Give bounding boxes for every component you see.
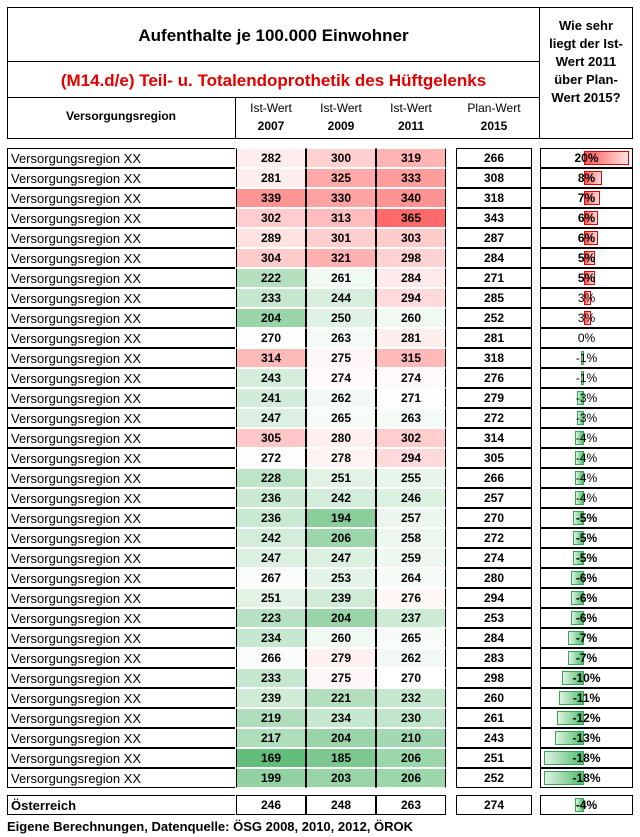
- region-label: Versorgungsregion XX: [7, 608, 235, 628]
- value-v2009: 203: [306, 768, 376, 788]
- region-label: Versorgungsregion XX: [7, 648, 235, 668]
- deviation-cell: [540, 528, 633, 548]
- value-plan: 261: [456, 708, 532, 728]
- deviation-value: -4%: [575, 491, 598, 505]
- deviation-cell: [540, 208, 633, 228]
- deviation-cell: [540, 328, 633, 348]
- value-plan: 284: [456, 628, 532, 648]
- value-plan: 274: [456, 795, 532, 815]
- region-label: Versorgungsregion XX: [7, 508, 235, 528]
- deviation-value: 6%: [577, 231, 596, 245]
- value-v2007: 236: [236, 488, 306, 508]
- deviation-value: -5%: [575, 551, 598, 565]
- value-v2011: 257: [376, 508, 446, 528]
- deviation-cell: [540, 408, 633, 428]
- table-row: [7, 428, 633, 448]
- region-label: Versorgungsregion XX: [7, 768, 235, 788]
- region-label: Versorgungsregion XX: [7, 668, 235, 688]
- value-v2007: 239: [236, 688, 306, 708]
- deviation-value: 3%: [577, 291, 596, 305]
- deviation-cell: [540, 708, 633, 728]
- value-v2007: 247: [236, 408, 306, 428]
- region-label: Versorgungsregion XX: [7, 388, 235, 408]
- table-row: [7, 308, 633, 328]
- deviation-cell: [540, 548, 633, 568]
- region-label: Versorgungsregion XX: [7, 628, 235, 648]
- deviation-value: -7%: [575, 651, 598, 665]
- source-note: Eigene Berechnungen, Datenquelle: ÖSG 2008, 2010, 2012, ÖROK: [7, 819, 414, 834]
- value-v2011: 284: [376, 268, 446, 288]
- value-plan: 266: [456, 148, 532, 168]
- total-deviation-cell: [540, 795, 633, 815]
- table-row: [7, 468, 633, 488]
- value-plan: 281: [456, 328, 532, 348]
- value-v2007: 270: [236, 328, 306, 348]
- region-column-header: Versorgungsregion: [65, 109, 177, 123]
- value-v2007: 228: [236, 468, 306, 488]
- table-row: [7, 448, 633, 468]
- col-header-plan-top: Plan-Wert: [467, 101, 521, 115]
- value-v2009: 221: [306, 688, 376, 708]
- value-v2011: 259: [376, 548, 446, 568]
- value-plan: 276: [456, 368, 532, 388]
- value-plan: 253: [456, 608, 532, 628]
- deviation-value: 5%: [577, 251, 596, 265]
- value-v2007: 236: [236, 508, 306, 528]
- value-plan: 252: [456, 768, 532, 788]
- deviation-cell: [540, 288, 633, 308]
- value-plan: 284: [456, 248, 532, 268]
- region-label: Versorgungsregion XX: [7, 548, 235, 568]
- col-header-2011: [376, 99, 446, 135]
- deviation-value: 8%: [577, 171, 596, 185]
- value-v2009: 251: [306, 468, 376, 488]
- question-line-4: über Plan-: [554, 72, 618, 87]
- value-v2007: 266: [236, 648, 306, 668]
- value-v2011: 210: [376, 728, 446, 748]
- value-v2011: 260: [376, 308, 446, 328]
- table-row: [7, 328, 633, 348]
- value-plan: 305: [456, 448, 532, 468]
- value-plan: 279: [456, 388, 532, 408]
- table-row: [7, 288, 633, 308]
- value-v2007: 247: [236, 548, 306, 568]
- region-label: Versorgungsregion XX: [7, 448, 235, 468]
- value-v2011: 255: [376, 468, 446, 488]
- value-v2007: 302: [236, 208, 306, 228]
- deviation-cell: [540, 728, 633, 748]
- value-v2009: 247: [306, 548, 376, 568]
- value-plan: 251: [456, 748, 532, 768]
- table-row: [7, 528, 633, 548]
- value-plan: 314: [456, 428, 532, 448]
- value-v2011: 230: [376, 708, 446, 728]
- deviation-cell: [540, 148, 633, 168]
- col-header-2007-top: Ist-Wert: [250, 101, 292, 115]
- value-v2007: 234: [236, 628, 306, 648]
- table-row: [7, 768, 633, 788]
- value-v2009: 253: [306, 568, 376, 588]
- deviation-cell: [540, 628, 633, 648]
- value-plan: 298: [456, 668, 532, 688]
- deviation-value: -6%: [575, 591, 598, 605]
- deviation-cell: [540, 188, 633, 208]
- value-v2009: 279: [306, 648, 376, 668]
- table-row: [7, 508, 633, 528]
- col-header-plan-2015: [456, 99, 532, 135]
- value-v2011: 298: [376, 248, 446, 268]
- value-plan: 260: [456, 688, 532, 708]
- table-row: [7, 608, 633, 628]
- value-v2011: 315: [376, 348, 446, 368]
- region-label: Versorgungsregion XX: [7, 708, 235, 728]
- value-v2007: 314: [236, 348, 306, 368]
- deviation-cell: [540, 748, 633, 768]
- value-plan: 252: [456, 308, 532, 328]
- table-row: [7, 148, 633, 168]
- total-row-content: [7, 795, 633, 815]
- value-v2007: 305: [236, 428, 306, 448]
- value-v2009: 244: [306, 288, 376, 308]
- deviation-value: 7%: [577, 191, 596, 205]
- value-v2009: 261: [306, 268, 376, 288]
- col-header-2007-year: 2007: [257, 119, 285, 133]
- deviation-value: -5%: [575, 531, 598, 545]
- header-subtitle-box: [7, 61, 540, 98]
- value-plan: 294: [456, 588, 532, 608]
- table-row: [7, 168, 633, 188]
- value-v2011: 281: [376, 328, 446, 348]
- value-v2007: 272: [236, 448, 306, 468]
- region-label: Versorgungsregion XX: [7, 748, 235, 768]
- value-v2007: 217: [236, 728, 306, 748]
- value-v2007: 219: [236, 708, 306, 728]
- table-row: [7, 388, 633, 408]
- value-v2011: 206: [376, 748, 446, 768]
- value-v2007: 267: [236, 568, 306, 588]
- deviation-cell: [540, 168, 633, 188]
- region-label: Versorgungsregion XX: [7, 188, 235, 208]
- value-v2011: 294: [376, 448, 446, 468]
- deviation-cell: [540, 388, 633, 408]
- deviation-value: -3%: [575, 391, 598, 405]
- question-header: [540, 8, 632, 107]
- value-v2007: 223: [236, 608, 306, 628]
- value-plan: 280: [456, 568, 532, 588]
- value-v2007: 282: [236, 148, 306, 168]
- value-plan: 272: [456, 408, 532, 428]
- page-subtitle: (M14.d/e) Teil- u. Totalendoprothetik des Hüftgelenks: [60, 71, 487, 90]
- col-header-2007: [236, 99, 306, 135]
- value-plan: 283: [456, 648, 532, 668]
- table-row: [7, 248, 633, 268]
- value-plan: 271: [456, 268, 532, 288]
- table-row: [7, 728, 633, 748]
- value-v2007: 241: [236, 388, 306, 408]
- header-title-box: [7, 7, 540, 62]
- deviation-cell: [540, 248, 633, 268]
- region-label: Versorgungsregion XX: [7, 688, 235, 708]
- deviation-value: -13%: [572, 731, 601, 745]
- deviation-value: -1%: [575, 351, 598, 365]
- value-plan: 243: [456, 728, 532, 748]
- col-header-2009-year: 2009: [327, 119, 355, 133]
- page-title: Aufenthalte je 100.000 Einwohner: [138, 26, 409, 45]
- value-v2011: 206: [376, 768, 446, 788]
- value-v2009: 321: [306, 248, 376, 268]
- table-row: [7, 348, 633, 368]
- value-v2009: 239: [306, 588, 376, 608]
- table-row: [7, 268, 633, 288]
- deviation-value: -4%: [575, 471, 598, 485]
- value-v2011: 365: [376, 208, 446, 228]
- value-v2007: 199: [236, 768, 306, 788]
- value-v2009: 275: [306, 668, 376, 688]
- value-v2009: 330: [306, 188, 376, 208]
- deviation-cell: [540, 368, 633, 388]
- value-v2009: 206: [306, 528, 376, 548]
- deviation-cell: [540, 228, 633, 248]
- value-plan: 270: [456, 508, 532, 528]
- region-label: Versorgungsregion XX: [7, 168, 235, 188]
- value-v2011: 340: [376, 188, 446, 208]
- region-label: Versorgungsregion XX: [7, 348, 235, 368]
- value-v2009: 301: [306, 228, 376, 248]
- region-label: Versorgungsregion XX: [7, 428, 235, 448]
- deviation-cell: [540, 348, 633, 368]
- deviation-cell: [540, 488, 633, 508]
- region-label: Versorgungsregion XX: [7, 208, 235, 228]
- value-v2009: 260: [306, 628, 376, 648]
- deviation-cell: [540, 468, 633, 488]
- value-v2011: 274: [376, 368, 446, 388]
- question-line-5: Wert 2015?: [551, 90, 621, 105]
- deviation-value: 6%: [577, 211, 596, 225]
- value-v2007: 251: [236, 588, 306, 608]
- deviation-cell: [540, 308, 633, 328]
- value-v2009: 204: [306, 728, 376, 748]
- table-row: [7, 228, 633, 248]
- value-plan: 274: [456, 548, 532, 568]
- value-v2007: 233: [236, 668, 306, 688]
- table-row: [7, 708, 633, 728]
- value-v2011: 294: [376, 288, 446, 308]
- col-header-2011-top: Ist-Wert: [390, 101, 432, 115]
- value-v2011: 303: [376, 228, 446, 248]
- value-v2007: 339: [236, 188, 306, 208]
- table-row: [7, 548, 633, 568]
- value-v2011: 271: [376, 388, 446, 408]
- table-row: [7, 648, 633, 668]
- deviation-value: -12%: [572, 711, 601, 725]
- region-label: Versorgungsregion XX: [7, 528, 235, 548]
- deviation-value: -7%: [575, 631, 598, 645]
- deviation-value: 3%: [577, 311, 596, 325]
- value-v2007: 281: [236, 168, 306, 188]
- question-line-1: Wie sehr: [558, 18, 614, 33]
- deviation-value: -18%: [572, 751, 601, 765]
- value-v2011: 258: [376, 528, 446, 548]
- value-v2009: 250: [306, 308, 376, 328]
- table-row: [7, 588, 633, 608]
- deviation-value: -4%: [575, 431, 598, 445]
- col-header-2011-year: 2011: [397, 119, 425, 133]
- table-row: [7, 488, 633, 508]
- value-v2009: 242: [306, 488, 376, 508]
- deviation-cell: [540, 668, 633, 688]
- region-label: Versorgungsregion XX: [7, 248, 235, 268]
- value-v2011: 263: [376, 408, 446, 428]
- table-row: [7, 748, 633, 768]
- region-label: Versorgungsregion XX: [7, 728, 235, 748]
- value-plan: 285: [456, 288, 532, 308]
- value-v2011: 237: [376, 608, 446, 628]
- deviation-cell: [540, 448, 633, 468]
- value-v2009: 278: [306, 448, 376, 468]
- table-row: [7, 628, 633, 648]
- value-v2009: 274: [306, 368, 376, 388]
- value-v2009: 234: [306, 708, 376, 728]
- deviation-value: -5%: [575, 511, 598, 525]
- table-row: [7, 408, 633, 428]
- value-v2009: 194: [306, 508, 376, 528]
- value-v2009: 262: [306, 388, 376, 408]
- value-v2009: 185: [306, 748, 376, 768]
- value-v2007: 242: [236, 528, 306, 548]
- value-v2011: 319: [376, 148, 446, 168]
- question-line-3: Wert 2011: [555, 54, 617, 69]
- deviation-cell: [540, 508, 633, 528]
- col-header-plan-year: 2015: [480, 119, 508, 133]
- col-header-2009-top: Ist-Wert: [320, 101, 362, 115]
- region-label: Versorgungsregion XX: [7, 148, 235, 168]
- region-label: Versorgungsregion XX: [7, 588, 235, 608]
- data-table: [7, 148, 633, 789]
- deviation-value: -10%: [572, 671, 601, 685]
- value-v2011: 262: [376, 648, 446, 668]
- region-label: Versorgungsregion XX: [7, 268, 235, 288]
- value-v2007: 222: [236, 268, 306, 288]
- deviation-value: -6%: [575, 611, 598, 625]
- table-row: [7, 368, 633, 388]
- deviation-value: -11%: [572, 691, 601, 705]
- question-header-box: [539, 7, 633, 139]
- value-v2009: 275: [306, 348, 376, 368]
- value-v2009: 300: [306, 148, 376, 168]
- value-v2007: 243: [236, 368, 306, 388]
- region-label: Versorgungsregion XX: [7, 368, 235, 388]
- total-row: [7, 795, 633, 816]
- total-label: Österreich: [7, 795, 235, 815]
- value-v2011: 270: [376, 668, 446, 688]
- table-row: [7, 208, 633, 228]
- deviation-cell: [540, 428, 633, 448]
- region-label: Versorgungsregion XX: [7, 228, 235, 248]
- value-v2009: 325: [306, 168, 376, 188]
- value-v2011: 232: [376, 688, 446, 708]
- region-label: Versorgungsregion XX: [7, 328, 235, 348]
- region-label: Versorgungsregion XX: [7, 568, 235, 588]
- region-label: Versorgungsregion XX: [7, 408, 235, 428]
- question-line-2: liegt der Ist-: [549, 36, 623, 51]
- value-v2011: 333: [376, 168, 446, 188]
- value-v2007: 246: [236, 795, 306, 815]
- deviation-cell: [540, 768, 633, 788]
- region-label: Versorgungsregion XX: [7, 488, 235, 508]
- value-v2011: 264: [376, 568, 446, 588]
- value-plan: 343: [456, 208, 532, 228]
- value-v2009: 313: [306, 208, 376, 228]
- deviation-value: -3%: [575, 411, 598, 425]
- value-v2011: 302: [376, 428, 446, 448]
- table-row: [7, 688, 633, 708]
- value-v2011: 246: [376, 488, 446, 508]
- value-v2009: 280: [306, 428, 376, 448]
- value-v2009: 204: [306, 608, 376, 628]
- region-label: Versorgungsregion XX: [7, 468, 235, 488]
- col-header-2009: [306, 99, 376, 135]
- deviation-value: -18%: [572, 771, 601, 785]
- value-plan: 266: [456, 468, 532, 488]
- value-v2011: 276: [376, 588, 446, 608]
- value-v2007: 289: [236, 228, 306, 248]
- table-row: [7, 568, 633, 588]
- value-v2007: 169: [236, 748, 306, 768]
- value-plan: 272: [456, 528, 532, 548]
- deviation-cell: [540, 688, 633, 708]
- deviation-cell: [540, 648, 633, 668]
- value-plan: 287: [456, 228, 532, 248]
- deviation-value: -1%: [575, 371, 598, 385]
- deviation-value: 5%: [577, 271, 596, 285]
- value-v2011: 265: [376, 628, 446, 648]
- value-v2009: 263: [306, 328, 376, 348]
- region-label: Versorgungsregion XX: [7, 308, 235, 328]
- value-v2009: 248: [306, 795, 376, 815]
- value-plan: 318: [456, 348, 532, 368]
- deviation-value: -4%: [575, 451, 598, 465]
- region-label: Versorgungsregion XX: [7, 288, 235, 308]
- deviation-cell: [540, 588, 633, 608]
- value-v2007: 204: [236, 308, 306, 328]
- value-plan: 318: [456, 188, 532, 208]
- value-v2007: 233: [236, 288, 306, 308]
- deviation-cell: [540, 268, 633, 288]
- value-v2007: 304: [236, 248, 306, 268]
- value-plan: 257: [456, 488, 532, 508]
- value-v2011: 263: [376, 795, 446, 815]
- table-row: [7, 668, 633, 688]
- deviation-value: 0%: [577, 331, 596, 345]
- deviation-value: -6%: [575, 571, 598, 585]
- deviation-cell: [540, 608, 633, 628]
- deviation-value: -4%: [575, 798, 598, 812]
- value-v2009: 265: [306, 408, 376, 428]
- table-row: [7, 188, 633, 208]
- deviation-value: 20%: [574, 151, 599, 165]
- value-plan: 308: [456, 168, 532, 188]
- deviation-cell: [540, 568, 633, 588]
